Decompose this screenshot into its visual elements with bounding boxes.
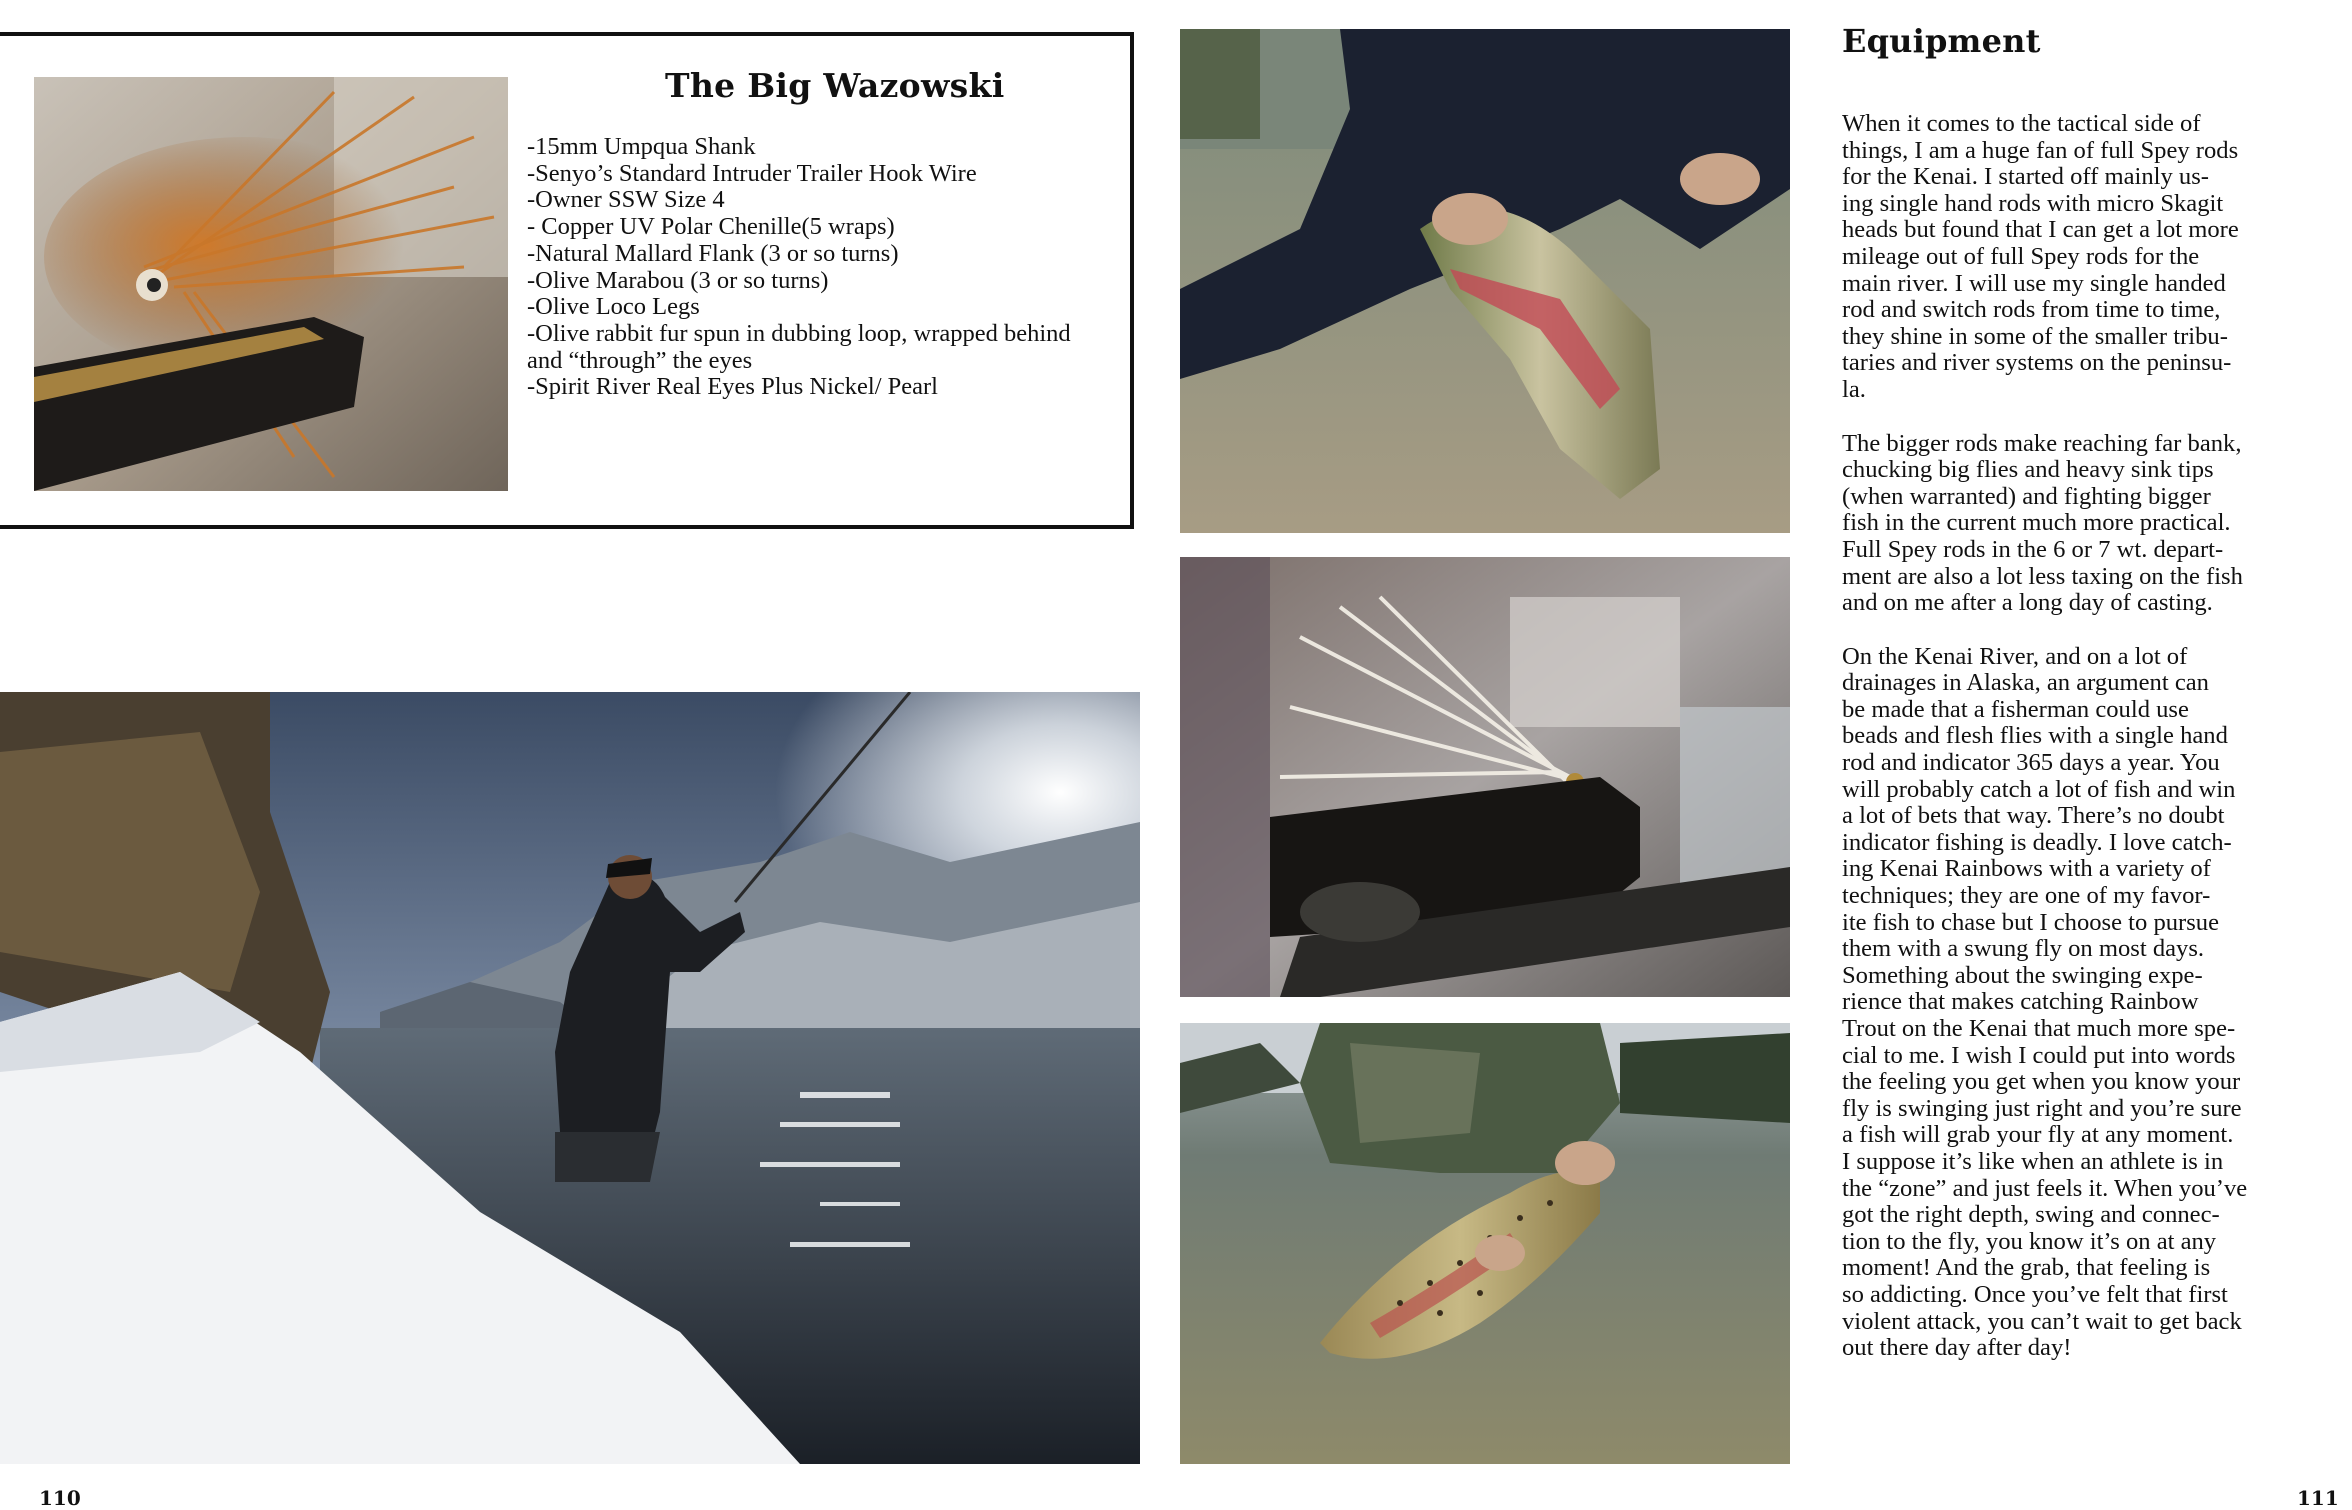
text-line: moment! And the grab, that feeling is bbox=[1842, 1254, 2211, 1282]
section-heading: Equipment bbox=[1842, 22, 2041, 60]
text-line: the “zone” and just feels it. When you’ve bbox=[1842, 1174, 2248, 1202]
text-line: and on me after a long day of casting. bbox=[1842, 589, 2213, 617]
recipe-item: - Copper UV Polar Chenille(5 wraps) bbox=[527, 213, 895, 241]
text-line: main river. I will use my single handed bbox=[1842, 269, 2226, 297]
text-line: ite fish to chase but I choose to pursue bbox=[1842, 908, 2220, 936]
text-line: rience that makes catching Rainbow bbox=[1842, 988, 2199, 1016]
recipe-item: -15mm Umpqua Shank bbox=[527, 133, 756, 160]
text-line: la. bbox=[1842, 375, 1866, 403]
recipe-item: -Owner SSW Size 4 bbox=[527, 186, 725, 214]
text-line: rod and switch rods from time to time, bbox=[1842, 296, 2221, 324]
page-number-right: 111 bbox=[2297, 1486, 2339, 1510]
text-line: indicator fishing is deadly. I love catch- bbox=[1842, 828, 2232, 856]
article-paragraph bbox=[1842, 111, 2322, 404]
text-line: will probably catch a lot of fish and win bbox=[1842, 775, 2236, 803]
text-line: taries and river systems on the peninsu- bbox=[1842, 349, 2232, 377]
white-fly-vise-photo bbox=[1180, 557, 1790, 997]
text-line: the feeling you get when you know your bbox=[1842, 1068, 2241, 1096]
recipe-item: -Olive rabbit fur spun in dubbing loop, wrapped behind and “through” the eyes bbox=[527, 319, 1071, 374]
text-line: drainages in Alaska, an argument can bbox=[1842, 669, 2209, 697]
recipe-item: -Senyo’s Standard Intruder Trailer Hook Wire bbox=[527, 159, 977, 187]
text-line: them with a swung fly on most days. bbox=[1842, 935, 2205, 963]
text-line: tion to the fly, you know it’s on at any bbox=[1842, 1227, 2217, 1255]
recipe-item: -Olive Marabou (3 or so turns) bbox=[527, 266, 829, 294]
article-paragraph bbox=[1842, 431, 2322, 617]
olive-fly-photo bbox=[34, 77, 508, 491]
recipe-item: -Olive Loco Legs bbox=[527, 293, 700, 321]
text-line: When it comes to the tactical side of bbox=[1842, 110, 2201, 137]
text-line: Full Spey rods in the 6 or 7 wt. depart- bbox=[1842, 535, 2224, 563]
text-line: rod and indicator 365 days a year. You bbox=[1842, 749, 2220, 777]
page-number-left: 110 bbox=[39, 1486, 81, 1510]
text-line: On the Kenai River, and on a lot of bbox=[1842, 642, 2188, 670]
recipe-title: The Big Wazowski bbox=[665, 66, 1005, 105]
text-line: things, I am a huge fan of full Spey rods bbox=[1842, 136, 2239, 164]
article-paragraph bbox=[1842, 644, 2322, 1362]
text-line: I suppose it’s like when an athlete is in bbox=[1842, 1147, 2224, 1175]
text-line: a fish will grab your fly at any moment. bbox=[1842, 1121, 2234, 1149]
article-body bbox=[1842, 111, 2322, 1389]
text-line: techniques; they are one of my favor- bbox=[1842, 882, 2211, 910]
text-line: violent attack, you can’t wait to get back bbox=[1842, 1307, 2242, 1335]
text-line: ment are also a lot less taxing on the fish bbox=[1842, 562, 2243, 590]
recipe-item: -Natural Mallard Flank (3 or so turns) bbox=[527, 239, 899, 267]
text-line: cial to me. I wish I could put into words bbox=[1842, 1041, 2236, 1069]
text-line: (when warranted) and fighting bigger bbox=[1842, 482, 2211, 510]
text-line: fly is swinging just right and you’re sure bbox=[1842, 1094, 2242, 1122]
text-line: for the Kenai. I started off mainly us- bbox=[1842, 163, 2209, 191]
text-line: fish in the current much more practical. bbox=[1842, 509, 2231, 537]
text-line: chucking big flies and heavy sink tips bbox=[1842, 456, 2214, 484]
text-line: The bigger rods make reaching far bank, bbox=[1842, 429, 2242, 457]
text-line: so addicting. Once you’ve felt that first bbox=[1842, 1280, 2228, 1308]
rainbow-trout-release-photo bbox=[1180, 29, 1790, 533]
text-line: Trout on the Kenai that much more spe- bbox=[1842, 1015, 2236, 1042]
text-line: be made that a fisherman could use bbox=[1842, 695, 2189, 723]
text-line: beads and flesh flies with a single hand bbox=[1842, 722, 2228, 750]
text-line: heads but found that I can get a lot more bbox=[1842, 216, 2239, 244]
angler-casting-photo bbox=[0, 692, 1140, 1464]
text-line: mileage out of full Spey rods for the bbox=[1842, 242, 2200, 270]
text-line: got the right depth, swing and connec- bbox=[1842, 1201, 2220, 1229]
text-line: a lot of bets that way. There’s no doubt bbox=[1842, 802, 2225, 830]
text-line: ing Kenai Rainbows with a variety of bbox=[1842, 855, 2211, 883]
text-line: ing single hand rods with micro Skagit bbox=[1842, 189, 2224, 217]
brown-trout-photo bbox=[1180, 1023, 1790, 1464]
text-line: out there day after day! bbox=[1842, 1334, 2072, 1362]
text-line: Something about the swinging expe- bbox=[1842, 961, 2203, 989]
recipe-item: -Spirit River Real Eyes Plus Nickel/ Pearl bbox=[527, 373, 938, 401]
recipe-list bbox=[527, 134, 1087, 401]
text-line: they shine in some of the smaller tribu- bbox=[1842, 322, 2228, 350]
